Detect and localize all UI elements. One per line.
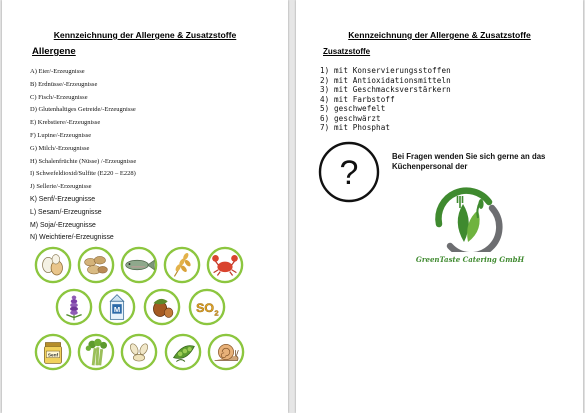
list-item: 7) mit Phosphat bbox=[320, 123, 391, 132]
peanuts-icon bbox=[77, 246, 115, 284]
list-item: 4) mit Farbstoff bbox=[320, 94, 395, 104]
page-title: Kennzeichnung der Allergene & Zusatzstoffe bbox=[53, 30, 237, 40]
crab-icon bbox=[206, 246, 244, 284]
additives-heading: Zusatzstoffe bbox=[323, 47, 371, 56]
list-item: 3) mit Geschmacksverstärkern bbox=[320, 85, 451, 94]
so2-subscript: 2 bbox=[214, 308, 219, 318]
hazelnut-icon bbox=[143, 288, 181, 326]
list-item: 2) mit Antioxidationsmitteln bbox=[320, 75, 451, 85]
additives-page bbox=[296, 0, 583, 413]
list-item: B) Erdnüsse/-Erzeugnisse bbox=[30, 80, 98, 88]
list-item: 5) geschwefelt bbox=[320, 104, 386, 113]
list-item: C) Fisch/-Erzeugnisse bbox=[30, 93, 88, 101]
list-item: F) Lupine/-Erzeugnisse bbox=[30, 131, 92, 139]
sesame-seeds-icon bbox=[120, 333, 158, 371]
allergen-page bbox=[2, 0, 288, 413]
page-title: Kennzeichnung der Allergene & Zusatzstoffe bbox=[348, 30, 531, 40]
snail-icon bbox=[207, 333, 245, 371]
allergen-list bbox=[30, 66, 136, 245]
eggs-icon bbox=[34, 246, 72, 284]
celery-icon bbox=[77, 333, 115, 371]
list-item: 6) geschwärzt bbox=[320, 113, 381, 123]
list-item: K) Senf/-Erzeugnisse bbox=[30, 195, 96, 203]
list-item: A) Eier/-Erzeugnisse bbox=[30, 68, 85, 75]
milk-label: M bbox=[113, 305, 121, 315]
lupine-icon bbox=[55, 288, 93, 326]
allergens-heading: Allergene bbox=[32, 46, 76, 57]
list-item: M) Soja/-Erzeugnisse bbox=[30, 221, 96, 229]
company-name: GreenTaste Catering GmbH bbox=[415, 255, 525, 264]
list-item: G) Milch/-Erzeugnisse bbox=[30, 144, 90, 152]
list-item: D) Glutenhaltiges Getreide/-Erzeugnisse bbox=[30, 106, 136, 114]
wheat-icon bbox=[163, 246, 201, 284]
so2-icon bbox=[188, 288, 226, 326]
milk-carton-icon bbox=[98, 288, 136, 326]
list-item: 1) mit Konservierungsstoffen bbox=[320, 66, 451, 75]
company-logo bbox=[430, 184, 504, 252]
list-item: N) Weichtiere/-Erzeugnisse bbox=[30, 234, 114, 242]
list-item: E) Krebstiere/-Erzeugnisse bbox=[30, 119, 101, 127]
mustard-label: Senf bbox=[47, 353, 59, 359]
mustard-jar-icon bbox=[34, 333, 72, 371]
list-item: I) Schwefeldioxid/Sulfite (E220 – E228) bbox=[30, 170, 136, 178]
so2-label: SO bbox=[196, 300, 215, 315]
question-mark-icon bbox=[317, 140, 381, 204]
fish-icon bbox=[120, 246, 158, 284]
list-item: L) Sesam/-Erzeugnisse bbox=[30, 208, 102, 216]
list-item: H) Schalenfrüchte (Nüsse) /-Erzeugnisse bbox=[30, 157, 137, 165]
contact-text: Bei Fragen wenden Sie sich gerne an das Küchenpersonal der bbox=[392, 152, 546, 171]
list-item: J) Sellerie/-Erzeugnisse bbox=[30, 183, 92, 191]
question-symbol: ? bbox=[339, 154, 359, 192]
soy-beans-icon bbox=[164, 333, 202, 371]
additive-list bbox=[320, 66, 451, 133]
